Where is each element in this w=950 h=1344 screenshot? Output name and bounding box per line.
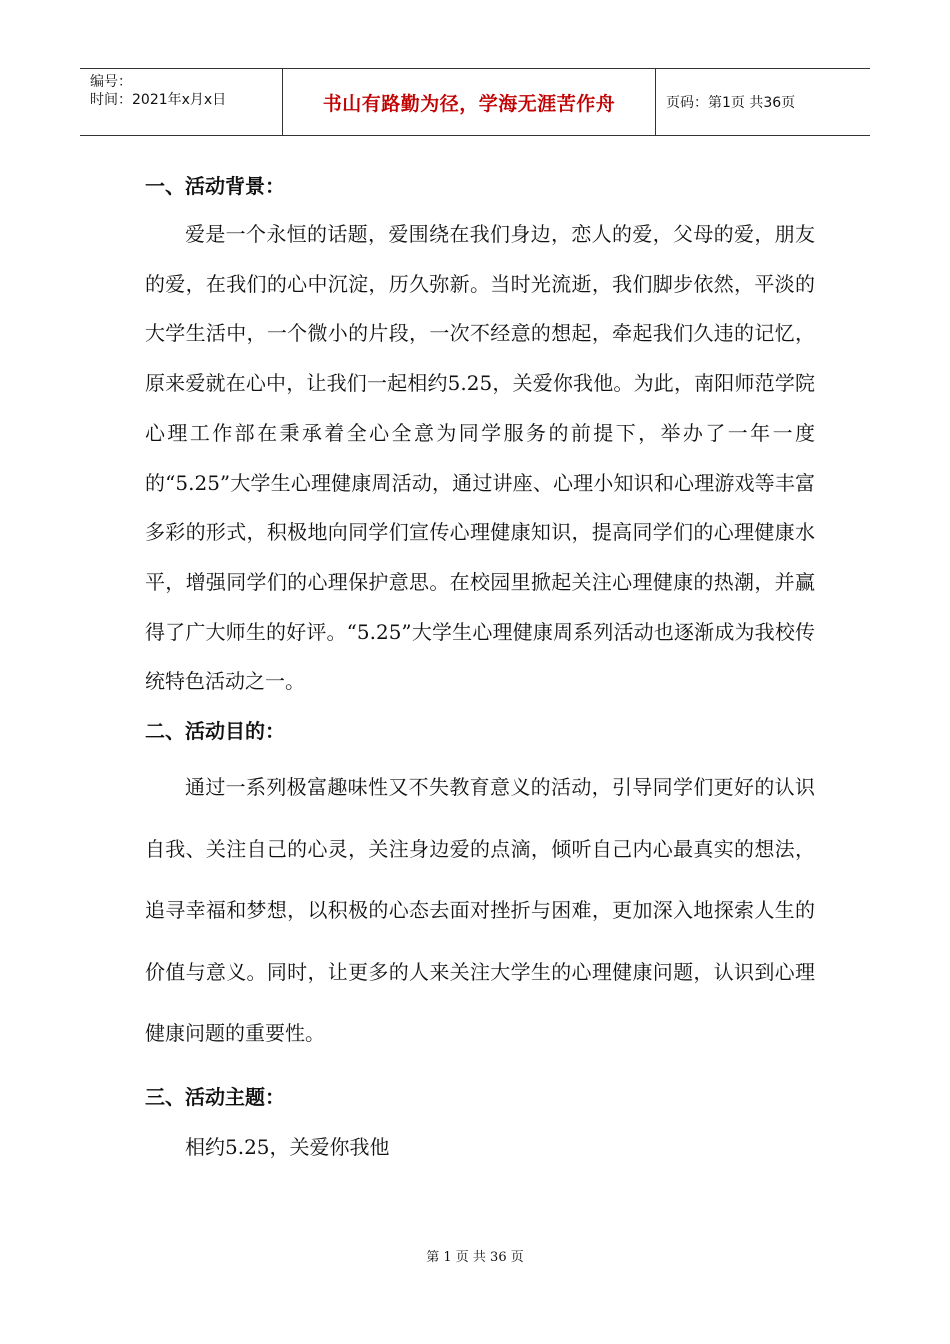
document-number-label: 编号： [90, 74, 132, 90]
header-motto: 书山有路勤为径，学海无涯苦作舟 [283, 69, 656, 135]
section-heading-background: 一、活动背景： [145, 174, 285, 198]
document-body [145, 166, 815, 1169]
section-heading-theme: 三、活动主题： [145, 1084, 285, 1109]
page-footer: 第 1 页 共 36 页 [426, 1250, 524, 1265]
header-page-code: 页码：第1页 共36页 [666, 95, 796, 111]
document-time-label: 时间：2021年x月x日 [90, 92, 227, 108]
section-paragraph-background: 爱是一个永恒的话题，爱围绕在我们身边，恋人的爱，父母的爱，朋友的爱，在我们的心中沉淀，历久弥新。当时光流逝，我们脚步依然，平淡的大学生活中，一个微小的片段，一次不经意的想起，牵起我们久违的记忆，原来爱就在心中，让我们一起相约5.25，关爱你我他。为此，南阳师范学院心理工作部在秉承着全心全意为同学服务的前提下，举办了一年一度的“5.25”大学生心理健康周活动，通过讲座、心理小知识和心理游戏等丰富多彩的形式，积极地向同学们宣传心理健康知识，提高同学们的心理健康水平，增强同学们的心理保护意思。在校园里掀起关注心理健康的热潮，并赢得了广大师生的好评。“5.25”大学生心理健康周系列活动也逐渐成为我校传统特色活动之一。 [145, 222, 815, 694]
section-paragraph-theme: 相约5.25，关爱你我他 [185, 1134, 390, 1159]
document-header [80, 68, 870, 136]
section-paragraph-purpose: 通过一系列极富趣味性又不失教育意义的活动，引导同学们更好的认识自我、关注自己的心灵，关注身边爱的点滴，倾听自己内心最真实的想法，追寻幸福和梦想，以积极的心态去面对挫折与困难，更加深入地探索人生的价值与意义。同时，让更多的人来关注大学生的心理健康问题，认识到心理健康问题的重要性。 [145, 775, 815, 1046]
header-meta-cell [80, 69, 283, 135]
section-heading-purpose: 二、活动目的： [145, 719, 285, 744]
